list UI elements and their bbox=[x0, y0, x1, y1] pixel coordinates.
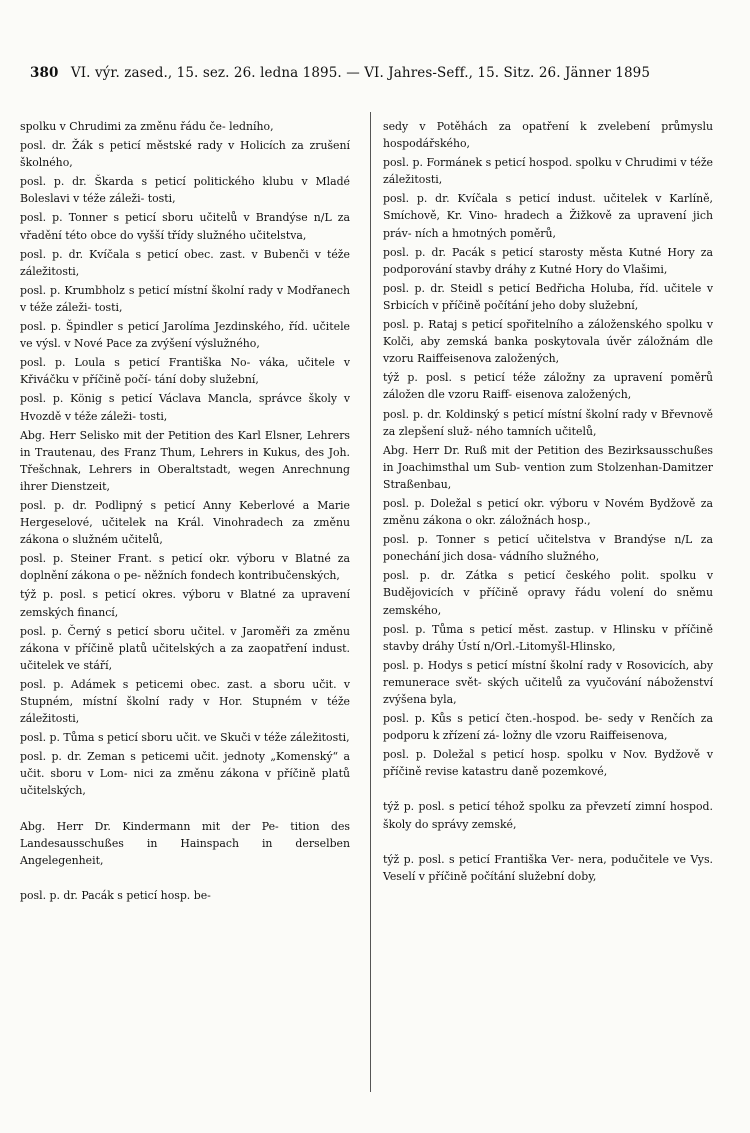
petition-entry: spolku v Chrudimi za změnu řádu če- ledního, bbox=[20, 120, 274, 133]
petition-entry: posl. p. Loula s peticí Františka No- váka, učitele v Křiváčku v příčině počí- tání doby služební, bbox=[20, 356, 350, 387]
petition-entry: posl. p. dr. Škarda s peticí politického klubu v Mladé Boleslavi v téže záleži- tosti, bbox=[20, 175, 350, 206]
petition-entry: posl. p. dr. Podlipný s peticí Anny Keberlové a Marie Hergeselové, učitelek na Král. Vinohradech za změnu zákona o služném učitelů, bbox=[20, 498, 350, 547]
petition-entry: posl. p. Špindler s peticí Jarolíma Jezdinského, říd. učitele ve výsl. v Nové Pace za zvýšení výslužného, bbox=[20, 320, 350, 351]
petition-entry: posl. p. dr. Pacák s peticí hosp. be- bbox=[20, 888, 211, 902]
petition-entry: posl. p. König s peticí Václava Mancla, správce školy v Hvozdě v téže záleži- tosti, bbox=[20, 392, 350, 423]
left-column bbox=[20, 118, 350, 906]
petition-entry: posl. p. Adámek s peticemi obec. zast. a sboru učit. v Stupném, místní školní rady v Hor. Stupném v téže záležitosti, bbox=[20, 677, 350, 726]
petition-entry: týž p. posl. s peticí okres. výboru v Blatné za upravení zemských financí, bbox=[20, 588, 350, 619]
petition-entry: posl. p. Rataj s peticí spořitelního a záloženského spolku v Kolči, aby zemská banka poskytovala úvěr záložnám dle vzoru Raiffeisenova založených, bbox=[383, 318, 713, 366]
petition-entry: posl. p. Krumbholz s peticí místní školní rady v Modřanech v téže záleži- tosti, bbox=[20, 283, 350, 314]
petition-entry: posl. p. dr. Zátka s peticí českého polit. spolku v Budějovicích v příčině opravy řádu volení do sněmu zemského, bbox=[383, 569, 713, 617]
petition-entry: posl. p. dr. Koldinský s peticí místní školní rady v Břevnově za zlepšení služ- ného tamních učitelů, bbox=[383, 407, 713, 438]
petition-entry: týž p. posl. s peticí Františka Ver- nera, podučitele ve Vys. Veselí v příčině počítání služební doby, bbox=[383, 852, 713, 883]
page-header bbox=[30, 63, 720, 83]
petition-entry: posl. p. Černý s peticí sboru učitel. v Jaroměři za změnu zákona v příčině platů učitelských a za zaopatření indust. učitelek ve stáří, bbox=[20, 624, 350, 672]
petition-entry: posl. p. Doležal s peticí okr. výboru v Novém Bydžově za změnu zákona o okr. záložnách hosp., bbox=[383, 496, 713, 528]
petition-entry: posl. p. dr. Zeman s peticemi učit. jednoty „Komenský“ a učit. sboru v Lom- nici za změnu zákona v příčině platů učitelských, bbox=[20, 750, 350, 798]
petition-entry: Abg. Herr Selisko mit der Petition des Karl Elsner, Lehrers in Trautenau, des Franz Thum, Lehrers in Kukus, des Joh. Třešchnak, Lehrers in Oberaltstadt, wegen Anrechnung ihrer Dienstzeit, bbox=[20, 428, 350, 493]
petition-entry: týž p. posl. s peticí téhož spolku za převzetí zimní hospod. školy do správy zemské, bbox=[383, 800, 713, 831]
petition-entry: posl. p. dr. Steidl s peticí Bedřicha Holuba, říd. učitele v Srbicích v příčině počítání jeho doby služební, bbox=[383, 281, 713, 312]
petition-entry: posl. p. Kůs s peticí čten.-hospod. be- sedy v Renčích za podporu k zřízení zá- ložny dle vzoru Raiffeisenova, bbox=[383, 712, 713, 743]
petition-entry: posl. p. dr. Kvíčala s peticí obec. zast. v Bubenči v téže záležitosti, bbox=[20, 247, 350, 278]
petition-entry: posl. p. Tůma s peticí měst. zastup. v Hlinsku v příčině stavby dráhy Ústí n/Orl.-Litomyšl-Hlinsko, bbox=[383, 622, 713, 653]
petition-entry: posl. p. Steiner Frant. s peticí okr. výboru v Blatné za doplnění zákona o pe- něžních fondech kontribučenských, bbox=[20, 552, 350, 583]
header-text: VI. výr. zased., 15. sez. 26. ledna 1895. — VI. Jahres-Seff., 15. Sitz. 26. Jänner 1895 bbox=[70, 65, 651, 81]
petition-entry: posl. p. Doležal s peticí hosp. spolku v Nov. Bydžově v příčině revise katastru daně pozemkové, bbox=[383, 748, 713, 779]
petition-entry: posl. p. Hodys s peticí místní školní rady v Rosovicích, aby remunerace svět- ských učitelů za vyučování náboženství zvýšena byla, bbox=[383, 658, 713, 706]
column-divider bbox=[370, 112, 371, 1092]
petition-entry: posl. p. dr. Pacák s peticí starosty města Kutné Hory za podporování stavby dráhy z Kutné Hory do Vlašimi, bbox=[383, 245, 713, 276]
petition-entry: posl. p. dr. Kvíčala s peticí indust. učitelek v Karlíně, Smíchově, Kr. Vino- hradech a Žižkově za upravení jich práv- ních a hmotných poměrů, bbox=[383, 192, 713, 240]
petition-entry: Abg. Herr Dr. Kindermann mit der Pe- tition des Landesausschußes in Hainspach in derselben Angelegenheit, bbox=[20, 819, 350, 867]
petition-entry: posl. p. Formánek s peticí hospod. spolku v Chrudimi v téže záležitosti, bbox=[383, 156, 713, 187]
petition-entry: týž p. posl. s peticí téže záložny za upravení poměrů záložen dle vzoru Raiff- eisenova založených, bbox=[383, 371, 713, 402]
page-number: 380 bbox=[30, 65, 59, 81]
petition-entry: sedy v Potěhách za opatření k zvelebení průmyslu hospodářského, bbox=[383, 120, 713, 151]
petition-entry: Abg. Herr Dr. Ruß mit der Petition des Bezirksausschußes in Joachimsthal um Sub- vention zum Stolzenhan-Damitzer Straßenbau, bbox=[383, 443, 713, 491]
petition-entry: posl. p. Tůma s peticí sboru učit. ve Skuči v téže záležitosti, bbox=[20, 731, 350, 745]
petition-entry: posl. p. Tonner s peticí učitelstva v Brandýse n/L za ponechání jich dosa- vádního služného, bbox=[383, 533, 713, 564]
right-column bbox=[383, 118, 713, 887]
petition-entry: posl. dr. Žák s peticí městské rady v Holicích za zrušení školného, bbox=[20, 139, 350, 170]
petition-entry: posl. p. Tonner s peticí sboru učitelů v Brandýse n/L za vřadění této obce do vyšší třídy služného učitelstva, bbox=[20, 211, 350, 242]
